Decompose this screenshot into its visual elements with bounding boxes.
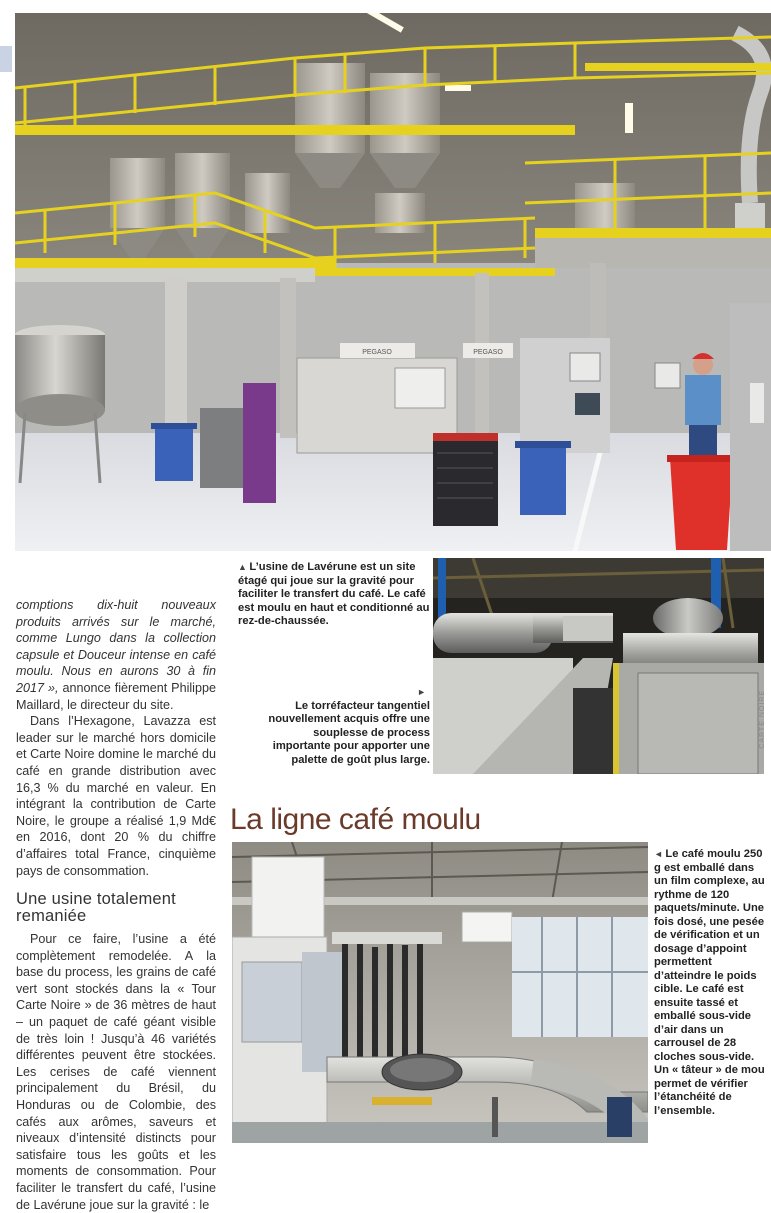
factory-floor-photo <box>15 13 771 551</box>
caption-site <box>238 561 430 629</box>
section-heading: Une usine totalement remaniée <box>16 890 176 926</box>
article-column <box>16 597 216 1213</box>
machine-label-2: PEGASO <box>473 349 503 356</box>
quote-text: comptions dix-huit nouveaux produits arrivés sur le marché, comme Lungo dans la collection capsule et Douceur intense en café moulu. Nous en aurons 30 à fin 2017 », <box>16 598 216 695</box>
caption-site-text: L’usine de Lavérune est un site étagé qui joue sur la gravité pour faciliter le transfert du café. Le café est moulu en haut et conditionné au rez-de-chaussée. <box>238 561 430 628</box>
section-title: La ligne café moulu <box>230 803 481 836</box>
caption-roaster-text: Le torréfacteur tangentiel nouvellement acquis offre une souplesse de process importante pour apporter une palette de goût plus large. <box>268 699 430 766</box>
caption-pointer-icon: ▲ <box>238 562 250 572</box>
caption-pointer-icon: ► <box>417 687 426 697</box>
quote-attribution: annonce fièrement Philippe Maillard, le directeur du site. <box>16 680 216 712</box>
caption-packaging <box>654 848 766 1118</box>
caption-packaging-text: Le café moulu 250 g est emballé dans un film complexe, au rythme de 120 paquets/minute. Une fois dosé, une pesée de vérification et un dosage d’appoint permettent d’atteindre le poids cible. Le café est ensuite tassé et emballé sous-vide d’air dans un carrousel de 28 cloches sous-vide. Un « tâteur » de mou permet de vérifier l’étanchéité de l’ensemble. <box>654 848 765 1117</box>
paragraph-market: Dans l’Hexagone, Lavazza est leader sur le marché hors domicile et Carte Noire domine le marché du café en grande distribution avec 16,3 % du marché en valeur. En intégrant la contribution de Carte Noire, le groupe a réalisé 1,9 Md€ en 2016, dont 20 % du chiffre d’affaires total France, cinquième pays de consommation. <box>16 714 216 878</box>
paragraph-factory: Pour ce faire, l’usine a été complètement remodelée. A la base du process, les grains de café vert sont stockés dans la « Tour Carte Noire » de 36 mètres de haut – un paquet de café géant visible de très loin ! Jusqu’à 46 variétés différentes peuvent être stockées. Les cerises de café viennent principalement du Brésil, du Honduras ou de Colombie, des cafés aux arômes, saveurs et niveaux d’intensité distincts pour satisfaire tous les goûts et les moments de consommation. Pour faciliter le transfert du café, l’usine de Lavérune joue sur la gravité : le <box>16 932 216 1212</box>
machine-label-1: PEGASO <box>362 349 392 356</box>
packaging-line-photo <box>232 842 648 1143</box>
caption-pointer-icon: ◄ <box>654 849 666 859</box>
roaster-photo <box>433 558 764 774</box>
photo-credit: CARTE NOIRE <box>759 690 766 749</box>
caption-roaster <box>262 686 430 768</box>
paragraph-quote <box>16 597 216 713</box>
page-edge-marker <box>0 46 12 72</box>
